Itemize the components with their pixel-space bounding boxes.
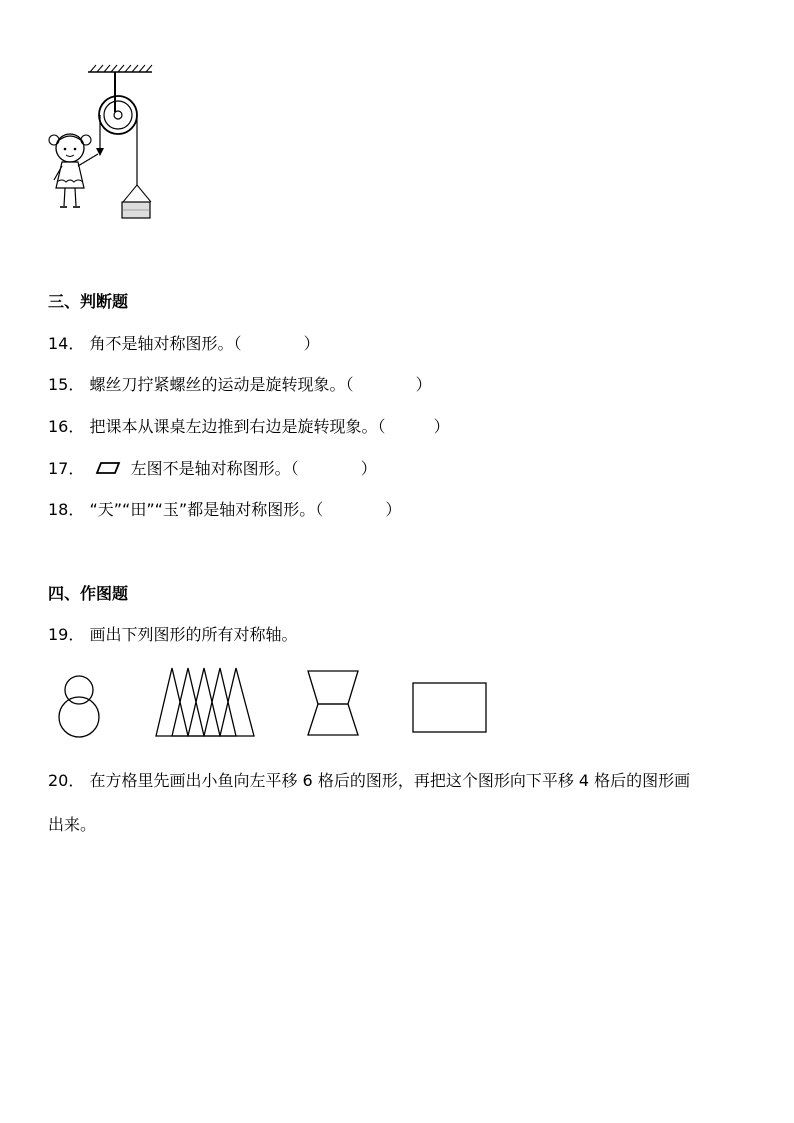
question-text: 角不是轴对称图形。（ [89, 334, 242, 353]
question-number: 20． [48, 771, 85, 790]
question-number: 18． [48, 500, 85, 519]
question-16 [48, 414, 450, 437]
question-20 [48, 768, 690, 791]
question-20-continued [48, 812, 96, 835]
question-number: 16． [48, 417, 85, 436]
question-text: 把课本从课桌左边推到右边是旋转现象。（ [89, 417, 386, 436]
question-number: 15． [48, 375, 85, 394]
question-text: 在方格里先画出小鱼向左平移 6 格后的图形，再把这个图形向下平移 4 格后的图形画 [89, 771, 691, 790]
question-19 [48, 622, 297, 645]
close-paren: ） [303, 334, 320, 353]
question-text: 画出下列图形的所有对称轴。 [89, 625, 298, 644]
question-15 [48, 372, 432, 395]
hourglass-trapezoid-shape [306, 669, 360, 737]
rectangle-shape [412, 682, 488, 734]
close-paren: ） [415, 375, 432, 394]
close-paren: ） [360, 459, 377, 478]
pulley-girl-illustration [40, 60, 170, 230]
section-heading-draw: 四、作图题 [48, 584, 129, 603]
question-18 [48, 497, 401, 520]
question-14 [48, 331, 320, 354]
question-number: 19． [48, 625, 85, 644]
section-heading-judge: 三、判断题 [48, 292, 129, 311]
question-number: 17． [48, 459, 85, 478]
question-number: 14． [48, 334, 85, 353]
triangles-shape [154, 666, 258, 738]
question-text: 螺丝刀拧紧螺丝的运动是旋转现象。（ [89, 375, 354, 394]
parallelogram-icon [93, 461, 121, 475]
question-17 [48, 456, 377, 479]
question-text: “天”“田”“玉”都是轴对称图形。（ [89, 500, 324, 519]
question-text: 左图不是轴对称图形。（ [130, 459, 299, 478]
close-paren: ） [385, 500, 402, 519]
close-paren: ） [433, 417, 450, 436]
question-text: 出来。 [48, 815, 97, 834]
figure-eight-shape [56, 674, 102, 738]
